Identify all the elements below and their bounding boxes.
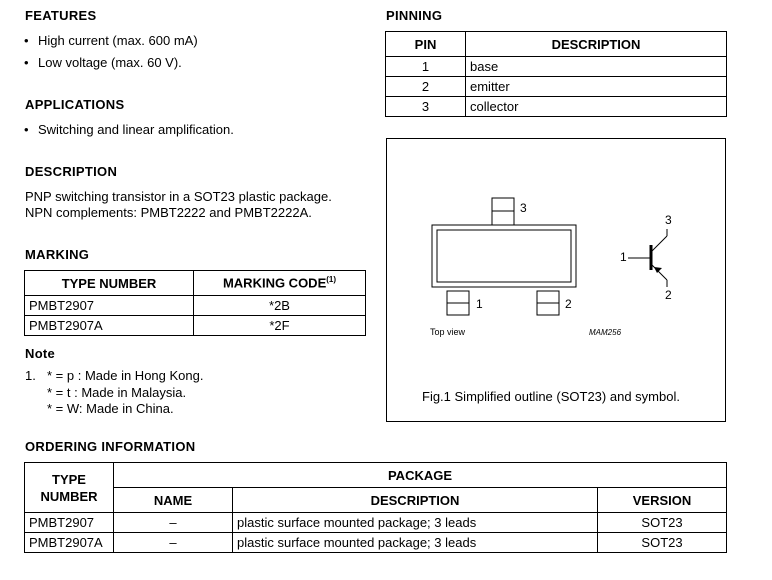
symbol-label-3: 3 (665, 213, 672, 227)
feature-item: • High current (max. 600 mA) (38, 33, 198, 48)
figure-caption: Fig.1 Simplified outline (SOT23) and symbol. (422, 389, 680, 404)
pinning-col-desc: DESCRIPTION (466, 32, 727, 57)
pin-desc: collector (466, 97, 727, 117)
ordering-desc: plastic surface mounted package; 3 leads (233, 513, 598, 533)
ordering-col-version: VERSION (598, 488, 727, 513)
symbol-emitter (651, 264, 667, 280)
figure-box (386, 138, 726, 422)
note-line: * = t : Made in Malaysia. (47, 385, 187, 400)
marking-col-type: TYPE NUMBER (25, 271, 194, 296)
pinning-table (385, 31, 727, 117)
table-row (25, 316, 366, 336)
package-body (432, 225, 576, 287)
marking-code: *2F (194, 316, 366, 336)
ordering-col-package: PACKAGE (114, 463, 727, 488)
pin-desc: emitter (466, 77, 727, 97)
table-row (25, 296, 366, 316)
marking-type: PMBT2907 (25, 296, 194, 316)
feature-item: • Low voltage (max. 60 V). (38, 55, 182, 70)
applications-heading: APPLICATIONS (25, 97, 125, 112)
pin-number: 2 (386, 77, 466, 97)
package-body-inner (437, 230, 571, 282)
features-heading: FEATURES (25, 8, 97, 23)
table-row (386, 77, 727, 97)
table-row (25, 513, 727, 533)
lead-1-label: 1 (476, 297, 483, 311)
pinning-col-pin: PIN (386, 32, 466, 57)
note-number: 1. (25, 368, 36, 383)
symbol-label-2: 2 (665, 288, 672, 302)
table-row (386, 57, 727, 77)
application-item: • Switching and linear amplification. (38, 122, 234, 137)
note-line: * = W: Made in China. (47, 401, 174, 416)
marking-heading: MARKING (25, 247, 90, 262)
note-line: * = p : Made in Hong Kong. (47, 368, 204, 383)
top-view-label: Top view (430, 327, 466, 337)
ordering-version: SOT23 (598, 533, 727, 553)
ordering-type: PMBT2907 (25, 513, 114, 533)
symbol-label-1: 1 (620, 250, 627, 264)
lead-3-label: 3 (520, 201, 527, 215)
ordering-name: – (114, 513, 233, 533)
description-heading: DESCRIPTION (25, 164, 118, 179)
marking-code: *2B (194, 296, 366, 316)
symbol-emitter-arrow (654, 267, 662, 273)
description-line: PNP switching transistor in a SOT23 plastic package. (25, 189, 332, 204)
lead-2-label: 2 (565, 297, 572, 311)
marking-col-code: MARKING CODE$^{(1)}$ (194, 271, 366, 296)
marking-type: PMBT2907A (25, 316, 194, 336)
ordering-name: – (114, 533, 233, 553)
sot23-outline-drawing (387, 139, 725, 421)
symbol-collector (651, 236, 667, 252)
table-row (25, 533, 727, 553)
table-row (386, 97, 727, 117)
pin-desc: base (466, 57, 727, 77)
description-line: NPN complements: PMBT2222 and PMBT2222A. (25, 205, 312, 220)
note-heading: Note (25, 346, 56, 361)
marking-table (24, 270, 366, 336)
ordering-col-name: NAME (114, 488, 233, 513)
ordering-table (24, 462, 727, 553)
ordering-col-desc: DESCRIPTION (233, 488, 598, 513)
ordering-type: PMBT2907A (25, 533, 114, 553)
ordering-desc: plastic surface mounted package; 3 leads (233, 533, 598, 553)
ordering-heading: ORDERING INFORMATION (25, 439, 196, 454)
ordering-version: SOT23 (598, 513, 727, 533)
ordering-col-type: TYPE NUMBER (25, 463, 114, 513)
pin-number: 3 (386, 97, 466, 117)
pin-number: 1 (386, 57, 466, 77)
figure-code: MAM256 (589, 328, 622, 337)
pinning-heading: PINNING (386, 8, 443, 23)
